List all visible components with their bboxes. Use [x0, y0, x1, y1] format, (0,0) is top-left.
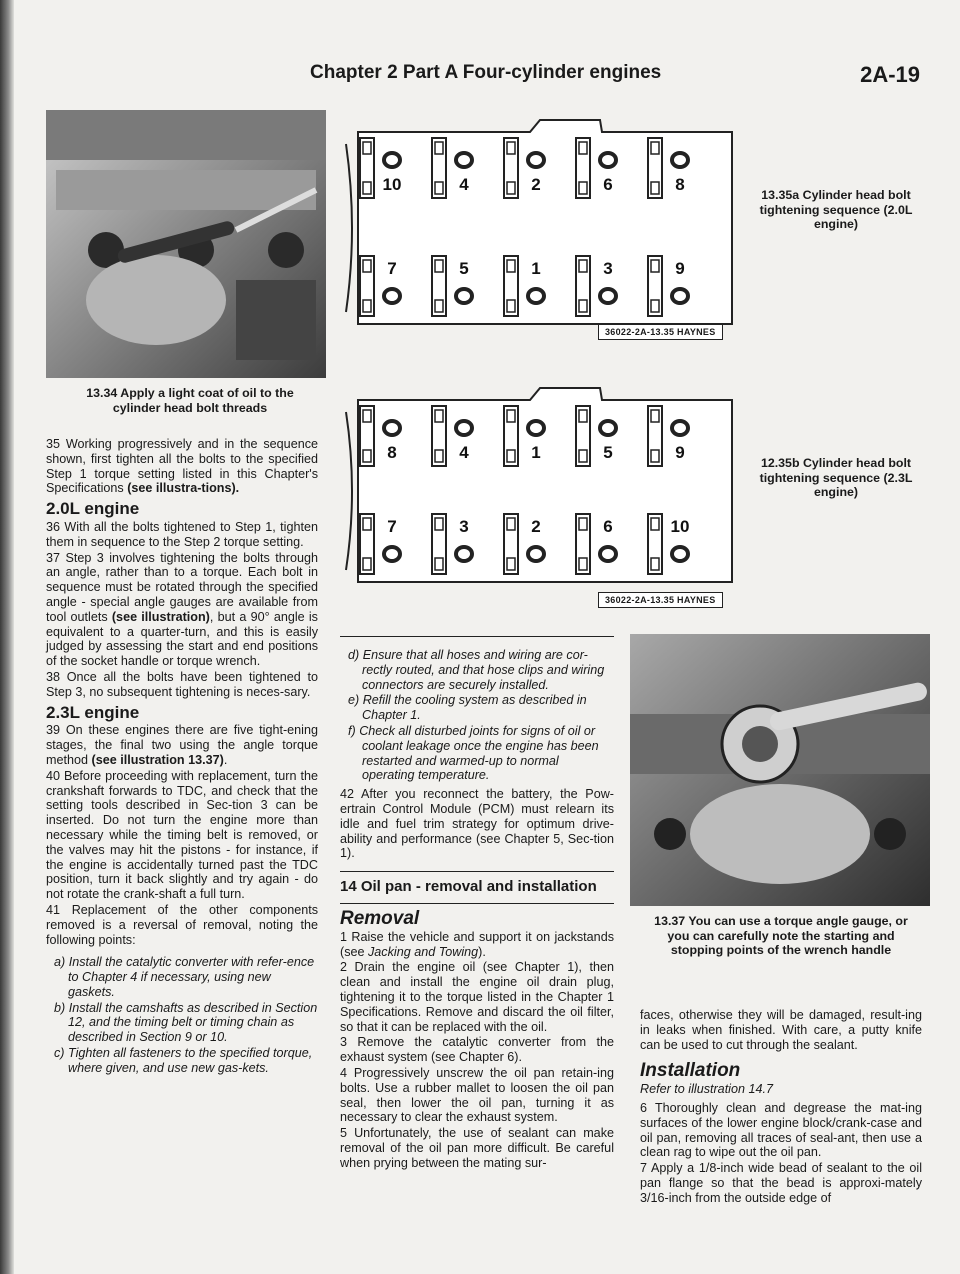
bolt-sequence-number: 9 [675, 443, 685, 462]
page-header [0, 62, 960, 90]
head-bolt [384, 289, 400, 303]
head-bolt [456, 547, 472, 561]
heading-installation: Installation [640, 1060, 741, 1082]
bolt-sequence-number: 4 [459, 443, 469, 462]
bolt-sequence-number: 6 [603, 175, 613, 194]
page-binding-shadow [0, 0, 14, 1274]
bolt-sequence-number: 8 [387, 443, 397, 462]
right-column [640, 1008, 922, 1207]
left-column [46, 437, 318, 1077]
head-bolt [528, 421, 544, 435]
head-bolt [672, 421, 688, 435]
cam-cap [648, 514, 662, 574]
cam-cap [576, 406, 590, 466]
head-bolt [672, 153, 688, 167]
bolt-sequence-number: 10 [382, 175, 402, 194]
paragraph-6: 6 Thoroughly clean and degrease the mat-ing surfaces of the lower engine block/crank-case and oil pan, removing all traces of seal-ant, then use a clean rag to wipe out the oil pan. [640, 1100, 922, 1160]
cam-cap [504, 256, 518, 316]
cam-cap [648, 256, 662, 316]
cam-cap [360, 406, 374, 466]
head-bolt [456, 153, 472, 167]
bolt-sequence-number: 7 [387, 517, 397, 536]
head-bolt [528, 153, 544, 167]
paragraph-38: 38 Once all the bolts have been tightened to Step 3, no subsequent tightening is neces-sary. [46, 669, 318, 699]
paragraph-35: 35 Working progressively and in the sequence shown, first tighten all the bolts to the specified Step 1 torque setting listed in this Chapter's Specifications (see illustra-tions). [46, 437, 318, 496]
bolt-sequence-diagram-2-0l [340, 118, 740, 338]
head-end-curve [346, 144, 352, 312]
cam-cap [576, 138, 590, 198]
bolt-sequence-number: 8 [675, 175, 685, 194]
bolt-sequence-number: 7 [387, 259, 397, 278]
caption-13-34: 13.34 Apply a light coat of oil to the cylinder head bolt threads [86, 386, 294, 415]
head-bolt [456, 289, 472, 303]
bolt-sequence-number: 1 [531, 259, 541, 278]
cam-cap [504, 514, 518, 574]
head-bolt [456, 421, 472, 435]
paragraph-40: 40 Before proceeding with replacement, turn the crankshaft forwards to TDC, and check that the setting tools described in Sec-tion 3 can be inserted. Do not turn the engine more than necessary while the timing belt is removed, or the valves may hit the pistons - for instance, if the engine is accidentally turned past the TDC position, turn it back slightly and try again - do not rotate the crank-shaft a full turn. [46, 768, 318, 902]
bolt-sequence-number: 2 [531, 517, 541, 536]
page-number: 2A-19 [860, 62, 920, 87]
head-bolt [384, 547, 400, 561]
section-heading-14: 14 Oil pan - removal and installation [340, 871, 614, 904]
paragraph-42: 42 After you reconnect the battery, the Pow-ertrain Control Module (PCM) must relearn its idle and fuel trim strategy for optimum drive-ability and performance (see Chapter 5, Sec-tion 1). [340, 787, 614, 861]
head-bolt [600, 547, 616, 561]
list-item-a: a) Install the catalytic converter with refer-ence to Chapter 4 if necessary, using new gaskets. [54, 955, 315, 999]
cam-cap [648, 138, 662, 198]
list-item-e: e) Refill the cooling system as described in Chapter 1. [348, 693, 587, 723]
bolt-sequence-number: 1 [531, 443, 541, 462]
bolt-sequence-number: 5 [459, 259, 469, 278]
bolt-sequence-number: 4 [459, 175, 469, 194]
photo-torque-angle-gauge [630, 634, 930, 906]
head-bolt [528, 547, 544, 561]
head-bolt [600, 153, 616, 167]
cam-cap [576, 514, 590, 574]
bolt-sequence-number: 6 [603, 517, 613, 536]
bolt-sequence-number: 2 [531, 175, 541, 194]
cam-cap [432, 256, 446, 316]
paragraph-2: 2 Drain the engine oil (see Chapter 1), then clean and install the engine oil drain plug, tightening it to the torque listed in the Chapter 1 Specifications. Remove and discard the oil filter, so that it can be replaced with the oil. [340, 960, 614, 1034]
middle-column [340, 648, 614, 1172]
paragraph-5: 5 Unfortunately, the use of sealant can make removal of the oil pan more difficult. Be careful when prying between the mating sur- [340, 1126, 614, 1170]
paragraph-4: 4 Progressively unscrew the oil pan retain-ing bolts. Use a rubber mallet to loosen the oil pan seal, then lower the oil pan, turning it as necessary to clear the exhaust system. [340, 1065, 614, 1125]
head-bolt [600, 289, 616, 303]
caption-13-35a: 13.35a Cylinder head bolt tightening sequence (2.0L engine) [759, 188, 913, 231]
illustration-reference: Refer to illustration 14.7 [640, 1082, 774, 1097]
list-item-c: c) Tighten all fasteners to the specified torque, where given, and use new gas-kets. [54, 1046, 313, 1075]
paragraph-41: 41 Replacement of the other components removed is a reversal of removal, noting the following points: [46, 902, 318, 947]
cam-cap [648, 406, 662, 466]
paragraph-36: 36 With all the bolts tightened to Step 1, tighten them in sequence to the Step 2 torque setting. [46, 519, 318, 549]
bolt-sequence-number: 3 [603, 259, 613, 278]
cam-cap [504, 138, 518, 198]
diagram-ref-tag: 36022-2A-13.35 HAYNES [598, 592, 723, 608]
photo-oil-bolt-threads [46, 110, 326, 378]
paragraph-continued: faces, otherwise they will be damaged, result-ing in leaks when finished. With care, a putty knife can be used to cut through the sealant. [640, 1008, 922, 1052]
bolt-sequence-number: 10 [670, 517, 690, 536]
paragraph-39: 39 On these engines there are five tight-ening stages, the final two using the angle torque method (see illustration 13.37). [46, 723, 318, 767]
head-bolt [600, 421, 616, 435]
cam-cap [432, 138, 446, 198]
cam-cap [360, 138, 374, 198]
cam-cap [576, 256, 590, 316]
bolt-sequence-number: 3 [459, 517, 469, 536]
chapter-title: Chapter 2 Part A Four-cylinder engines [310, 62, 662, 83]
caption-13-37: 13.37 You can use a torque angle gauge, or you can carefully note the starting and stopping points of the wrench handle [654, 914, 908, 957]
cam-cap [432, 514, 446, 574]
head-end-curve [346, 412, 352, 570]
heading-2-0l-engine: 2.0L engine [46, 499, 140, 519]
cam-cap [504, 406, 518, 466]
list-item-b: b) Install the camshafts as described in Section 12, and the timing belt or timing chain as described in Section 9 or 10. [54, 1000, 318, 1045]
heading-removal: Removal [340, 907, 420, 929]
head-bolt [528, 289, 544, 303]
cam-cap [360, 514, 374, 574]
bolt-sequence-number: 5 [603, 443, 613, 462]
photo-13-37-image [630, 634, 930, 906]
caption-13-35b: 12.35b Cylinder head bolt tightening sequence (2.3L engine) [759, 456, 913, 499]
cam-cap [432, 406, 446, 466]
paragraph-7: 7 Apply a 1/8-inch wide bead of sealant to the oil pan flange so that the bead is approxi-mately 3/16-inch from the outside edge of [640, 1161, 922, 1205]
list-item-f: f) Check all disturbed joints for signs of oil or coolant leakage once the engine has been restarted and warmed-up to normal operating temperature. [348, 723, 599, 783]
photo-13-34-image [46, 110, 326, 378]
bolt-sequence-diagram-2-3l [340, 386, 740, 596]
head-bolt [384, 421, 400, 435]
head-bolt [672, 289, 688, 303]
paragraph-3: 3 Remove the catalytic converter from the exhaust system (see Chapter 6). [340, 1035, 614, 1065]
paragraph-37: 37 Step 3 involves tightening the bolts through an angle, rather than to a torque. Each bolt in sequence must be rotated through the specified angle - special angle gauges are available from tool outlets (see illustration), but a 90° angle is equivalent to a quarter-turn, and this is easily judged by assessing the start and end positions of the socket handle or torque wrench. [46, 550, 318, 669]
heading-2-3l-engine: 2.3L engine [46, 702, 140, 722]
head-bolt [672, 547, 688, 561]
diagram-ref-tag: 36022-2A-13.35 HAYNES [598, 324, 723, 340]
paragraph-1: 1 Raise the vehicle and support it on jackstands (see Jacking and Towing). [340, 929, 614, 959]
list-item-d: d) Ensure that all hoses and wiring are cor-rectly routed, and that hose clips and wiring connectors are securely installed. [348, 648, 605, 692]
bolt-sequence-number: 9 [675, 259, 685, 278]
cam-cap [360, 256, 374, 316]
head-bolt [384, 153, 400, 167]
divider-line [340, 636, 614, 637]
